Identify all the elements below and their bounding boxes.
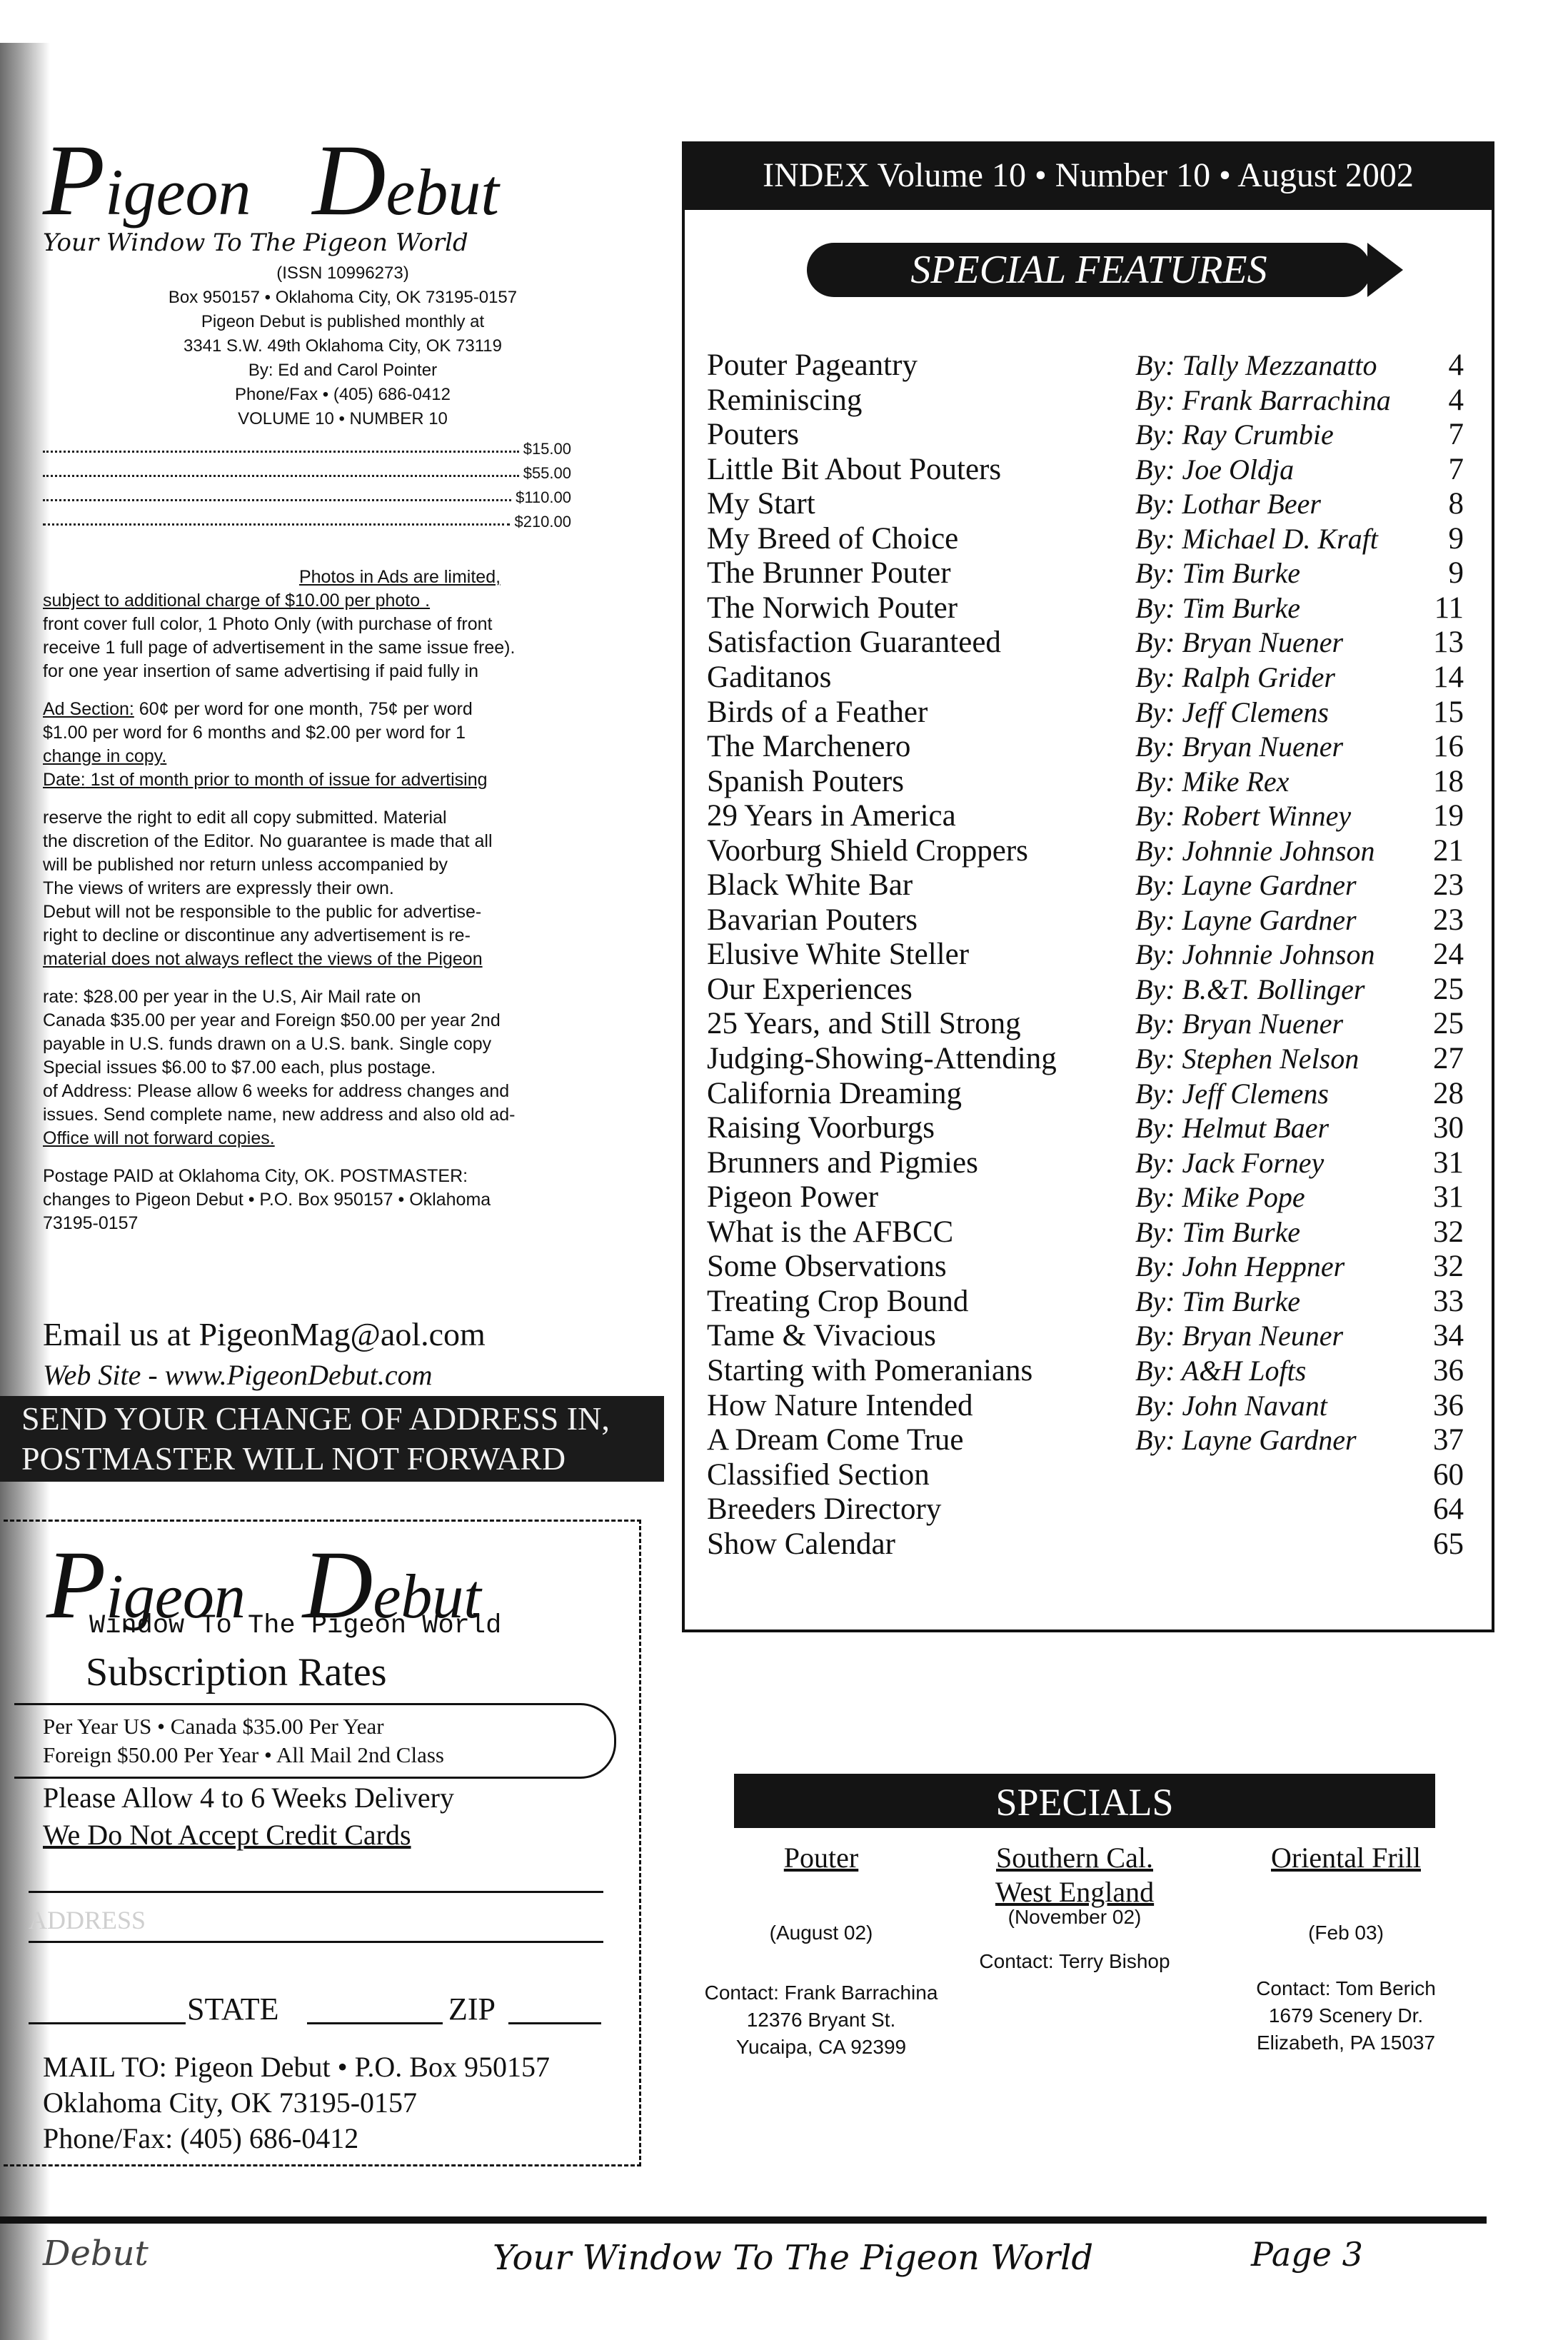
website-line: Web Site - www.PigeonDebut.com	[43, 1359, 433, 1391]
footer-tagline: Your Window To The Pigeon World	[493, 2238, 1094, 2278]
index-entry-title: Pouters	[707, 418, 799, 452]
page-number: Page 3	[1251, 2235, 1363, 2274]
index-entry	[707, 556, 1464, 591]
index-entry-page: 13	[1433, 626, 1464, 660]
index-entry-author: By: Tim Burke	[1135, 1285, 1301, 1317]
index-entry-title: Gaditanos	[707, 660, 832, 694]
index-entry-author: By: Michael D. Kraft	[1135, 522, 1378, 555]
special-pouter: Pouter (August 02) Contact: Frank Barrachina 12376 Bryant St. Yucaipa, CA 92399	[704, 1842, 938, 2058]
index-entry-title: Some Observations	[707, 1250, 947, 1284]
index-entry-page: 18	[1433, 764, 1464, 798]
index-entry-title: Classified Section	[707, 1457, 930, 1492]
state-label: STATE	[187, 1992, 279, 2027]
index-entry-author: By: Layne Gardner	[1135, 869, 1357, 902]
index-entry-page: 28	[1433, 1076, 1464, 1110]
photo-policy: Photos in Ads are limited,	[298, 567, 501, 587]
index-entry-author: By: Tally Mezzanatto	[1135, 349, 1377, 381]
index-entry-title: Starting with Pomeranians	[707, 1353, 1033, 1387]
index-entry	[707, 1041, 1464, 1076]
index-entry	[707, 1492, 1464, 1527]
index-entry-page: 30	[1433, 1111, 1464, 1145]
index-entry-title: Breeders Directory	[707, 1492, 942, 1527]
index-entry	[707, 764, 1464, 799]
index-entry-page: 36	[1433, 1353, 1464, 1387]
index-entry-page: 14	[1433, 660, 1464, 694]
index-entry	[707, 1110, 1464, 1145]
index-entry	[707, 1388, 1464, 1423]
index-entry	[707, 1076, 1464, 1111]
special-features-banner: SPECIAL FEATURES	[807, 243, 1371, 297]
index-entry-title: Birds of a Feather	[707, 695, 928, 729]
index-entry	[707, 383, 1464, 418]
index-entry	[707, 1180, 1464, 1215]
index-entry-author: By: Jack Forney	[1135, 1146, 1325, 1179]
index-entry-page: 7	[1448, 418, 1464, 452]
index-entry-author: By: Layne Gardner	[1135, 1424, 1357, 1457]
index-entry-page: 33	[1433, 1284, 1464, 1318]
index-header: INDEX Volume 10 • Number 10 • August 2002	[682, 141, 1494, 210]
index-entry-author: By: A&H Lofts	[1135, 1354, 1307, 1387]
street-address: 3341 S.W. 49th Oklahoma City, OK 73119	[183, 336, 502, 356]
index-entry-title: Treating Crop Bound	[707, 1284, 969, 1318]
index-entry-author: By: Jeff Clemens	[1135, 1077, 1329, 1110]
masthead-logo: Pigeon Debut	[43, 124, 499, 236]
index-entry-title: Reminiscing	[707, 383, 863, 417]
zip-field[interactable]	[508, 1992, 601, 2024]
index-entry-author: By: Layne Gardner	[1135, 903, 1357, 936]
index-entry-title: Raising Voorburgs	[707, 1111, 935, 1145]
index-entry	[707, 1284, 1464, 1319]
index-entry	[707, 972, 1464, 1007]
index-entry	[707, 417, 1464, 452]
index-entry	[707, 625, 1464, 660]
email-line: Email us at PigeonMag@aol.com	[43, 1316, 486, 1352]
index-entry-page: 19	[1433, 799, 1464, 833]
index-entry-author: By: Johnnie Johnson	[1135, 938, 1375, 971]
address-label: ADDRESS	[29, 1906, 146, 1934]
index-entry	[707, 729, 1464, 764]
city-field[interactable]	[29, 1992, 186, 2024]
index-entry-page: 27	[1433, 1042, 1464, 1075]
index-entry	[707, 660, 1464, 695]
credit-card-note: We Do Not Accept Credit Cards	[43, 1819, 411, 1851]
index-entry-page: 36	[1433, 1388, 1464, 1422]
index-entry	[707, 695, 1464, 730]
masthead-tagline: Your Window To The Pigeon World	[43, 229, 468, 257]
index-entry-title: 25 Years, and Still Strong	[707, 1007, 1021, 1041]
address-field[interactable]	[29, 1911, 603, 1943]
index-entry	[707, 521, 1464, 556]
index-entry-title: Black White Bar	[707, 868, 913, 903]
index-entry-author: By: Jeff Clemens	[1135, 696, 1329, 728]
index-entry-page: 65	[1433, 1527, 1464, 1561]
specials-header: SPECIALS	[734, 1774, 1435, 1828]
index-entry-page: 25	[1433, 1007, 1464, 1041]
index-entry-author: By: Mike Rex	[1135, 765, 1290, 798]
special-oriental-frill: Oriental Frill (Feb 03) Contact: Tom Berich 1679 Scenery Dr. Elizabeth, PA 15037	[1256, 1842, 1436, 2054]
index-entry-page: 15	[1433, 695, 1464, 729]
index-entry-author: By: Ray Crumbie	[1135, 418, 1334, 451]
coupon-tagline: Window To The Pigeon World	[89, 1611, 502, 1641]
index-entry	[707, 833, 1464, 868]
index-entry-title: The Brunner Pouter	[707, 556, 951, 591]
index-entry-author: By: Joe Oldja	[1135, 453, 1295, 486]
index-entry-page: 7	[1448, 452, 1464, 486]
index-entry	[707, 1006, 1464, 1041]
index-entry	[707, 1457, 1464, 1492]
index-entry-page: 32	[1433, 1250, 1464, 1284]
rate-row: $210.00	[43, 507, 571, 531]
index-entry-author: By: Tim Burke	[1135, 1215, 1301, 1248]
index-entry-author: By: Tim Burke	[1135, 591, 1301, 624]
index-entry	[707, 798, 1464, 833]
index-entry-title: 29 Years in America	[707, 799, 956, 833]
index-entry-page: 25	[1433, 972, 1464, 1006]
published-line: Pigeon Debut is published monthly at	[201, 312, 485, 331]
index-entry	[707, 903, 1464, 938]
index-entry-page: 4	[1448, 383, 1464, 417]
index-entry-page: 16	[1433, 730, 1464, 764]
index-entry-title: A Dream Come True	[707, 1423, 964, 1457]
banner-arrow-icon	[1367, 243, 1403, 297]
index-entry-title: Elusive White Steller	[707, 938, 970, 972]
index-entry-page: 31	[1433, 1180, 1464, 1215]
rate-row: $110.00	[43, 483, 571, 507]
masthead-info	[93, 261, 593, 431]
publishers: By: Ed and Carol Pointer	[248, 361, 438, 380]
index-entry-title: Judging-Showing-Attending	[707, 1042, 1057, 1075]
index-entry-page: 4	[1448, 348, 1464, 382]
address-warning-banner: SEND YOUR CHANGE OF ADDRESS IN, POSTMASTER WILL NOT FORWARD	[0, 1396, 664, 1482]
index-entry-title: Spanish Pouters	[707, 764, 904, 798]
index-entry-title: My Start	[707, 487, 815, 521]
index-entry-title: How Nature Intended	[707, 1388, 973, 1422]
index-entry-title: Brunners and Pigmies	[707, 1145, 978, 1180]
index-entry-author: By: Mike Pope	[1135, 1181, 1305, 1214]
index-entry-title: What is the AFBCC	[707, 1215, 954, 1249]
index-entry-page: 31	[1433, 1145, 1464, 1180]
phone-fax: Phone/Fax • (405) 686-0412	[235, 385, 451, 404]
delivery-note: Please Allow 4 to 6 Weeks Delivery	[43, 1782, 454, 1814]
index-entry-title: Our Experiences	[707, 972, 913, 1006]
index-entry	[707, 1422, 1464, 1457]
index-entry-author: By: Bryan Neuner	[1135, 1320, 1344, 1352]
index-entry-author: By: Bryan Nuener	[1135, 730, 1344, 763]
coupon-title: Subscription Rates	[86, 1650, 387, 1694]
index-entry-title: The Norwich Pouter	[707, 591, 958, 625]
index-entry-page: 9	[1448, 556, 1464, 591]
index-entry-title: Tame & Vivacious	[707, 1319, 936, 1353]
index-entry-title: Little Bit About Pouters	[707, 452, 1002, 486]
index-entry	[707, 868, 1464, 903]
index-entry	[707, 452, 1464, 487]
coupon-logo: Pigeon Debut	[46, 1530, 481, 1639]
index-entry-page: 23	[1433, 903, 1464, 937]
mail-to: MAIL TO: Pigeon Debut • P.O. Box 950157 Oklahoma City, OK 73195-0157 Phone/Fax: (405) 686-0412	[43, 2051, 550, 2154]
index-entry-author: By: Stephen Nelson	[1135, 1043, 1360, 1075]
index-entry-page: 23	[1433, 868, 1464, 903]
coupon-rates: Per Year US • Canada $35.00 Per Year Foreign $50.00 Per Year • All Mail 2nd Class	[43, 1714, 444, 1767]
index-entry-title: Pouter Pageantry	[707, 348, 918, 382]
index-entry	[707, 1249, 1464, 1284]
postal-address: Box 950157 • Oklahoma City, OK 73195-0157	[168, 288, 518, 307]
index-entry-author: By: John Heppner	[1135, 1250, 1345, 1283]
index-entry	[707, 937, 1464, 972]
index-entry	[707, 591, 1464, 626]
zip-label: ZIP	[448, 1992, 496, 2027]
index-entry	[707, 1527, 1464, 1562]
index-entry-page: 24	[1433, 938, 1464, 972]
index-entry-page: 9	[1448, 521, 1464, 556]
index-entry-page: 60	[1433, 1457, 1464, 1492]
volume-number: VOLUME 10 • NUMBER 10	[238, 409, 448, 428]
index-entry-page: 37	[1433, 1423, 1464, 1457]
index-entry-title: Show Calendar	[707, 1527, 895, 1561]
index-entry-title: Voorburg Shield Croppers	[707, 833, 1028, 868]
index-entry	[707, 1215, 1464, 1250]
index-entry-author: By: Ralph Grider	[1135, 661, 1335, 693]
footer-logo: Debut	[43, 2234, 149, 2274]
special-southern-cal: Southern Cal. West England (November 02) Contact: Terry Bishop	[979, 1842, 1170, 1972]
index-entry-page: 32	[1433, 1215, 1464, 1249]
index-entry-author: By: Frank Barrachina	[1135, 383, 1391, 416]
rate-row: $55.00	[43, 458, 571, 483]
index-entry-page: 8	[1448, 487, 1464, 521]
state-field[interactable]	[307, 1992, 443, 2024]
index-entry	[707, 348, 1464, 383]
issn: (ISSN 10996273)	[276, 263, 409, 283]
index-entry-author: By: Bryan Nuener	[1135, 626, 1344, 659]
index-entry-author: By: B.&T. Bollinger	[1135, 973, 1365, 1005]
index-entry-page: 64	[1433, 1492, 1464, 1527]
rate-row: $15.00	[43, 434, 571, 458]
index-entry	[707, 486, 1464, 521]
footer-rule	[0, 2216, 1487, 2224]
index-entry	[707, 1318, 1464, 1353]
index-entry-author: By: Lothar Beer	[1135, 488, 1321, 521]
index-entry-author: By: Tim Burke	[1135, 557, 1301, 590]
name-field[interactable]	[29, 1861, 603, 1893]
index-entry-author: By: Bryan Nuener	[1135, 1008, 1344, 1040]
index-entry-author: By: Robert Winney	[1135, 800, 1352, 833]
index-entry-author: By: John Navant	[1135, 1389, 1327, 1422]
index-entry-author: By: Johnnie Johnson	[1135, 834, 1375, 867]
ad-rates	[43, 434, 571, 531]
index-entry-page: 11	[1434, 591, 1464, 625]
index-entry-title: Satisfaction Guaranteed	[707, 626, 1001, 660]
index-entry	[707, 1353, 1464, 1388]
index-entry-author: By: Helmut Baer	[1135, 1112, 1330, 1145]
index-entry-title: The Marchenero	[707, 730, 911, 764]
index-entry-title: California Dreaming	[707, 1076, 963, 1110]
index-entry-title: My Breed of Choice	[707, 521, 959, 556]
index-entry-title: Pigeon Power	[707, 1180, 879, 1215]
ad-policies: subject to additional charge of $10.00 per photo . front cover full color, 1 Photo Only (with purchase of front receive 1 full page of advertisement in the same issue free). for one year insertion of same advertising if paid fully in Ad Section: 60¢ per word for one month, 75¢ per word $1.00 per word for 6 months and $2.00 per word for 1 change in copy. Date: 1st of month prior to month of issue for advertising reserve the right to edit all copy submitted. Material the discretion of the Editor. No guarantee is made that all will be published nor return unless accompanied by The views of writers are expressly their own. Debut will not be responsible to the public for advertise- right to decline or discontinue any advertisement is re- material does not always reflect the views of the Pigeon rate: $28.00 per year in the U.S, Air Mail rate on Canada $35.00 per year and Foreign $50.00 per year 2nd payable in U.S. funds drawn on a U.S. bank. Single copy Special issues $6.00 to $7.00 each, plus postage. of Address: Please allow 6 weeks for address changes and issues. Send complete name, new address and also old ad- Office will not forward copies. Postage PAID at Oklahoma City, OK. POSTMASTER: changes to Pigeon Debut • P.O. Box 950157 • Oklahoma 73195-0157	[43, 591, 516, 1233]
index-entry	[707, 1145, 1464, 1180]
index-entry-title: Bavarian Pouters	[707, 903, 918, 937]
index-entry-page: 34	[1433, 1319, 1464, 1353]
index-entry-page: 21	[1433, 833, 1464, 868]
